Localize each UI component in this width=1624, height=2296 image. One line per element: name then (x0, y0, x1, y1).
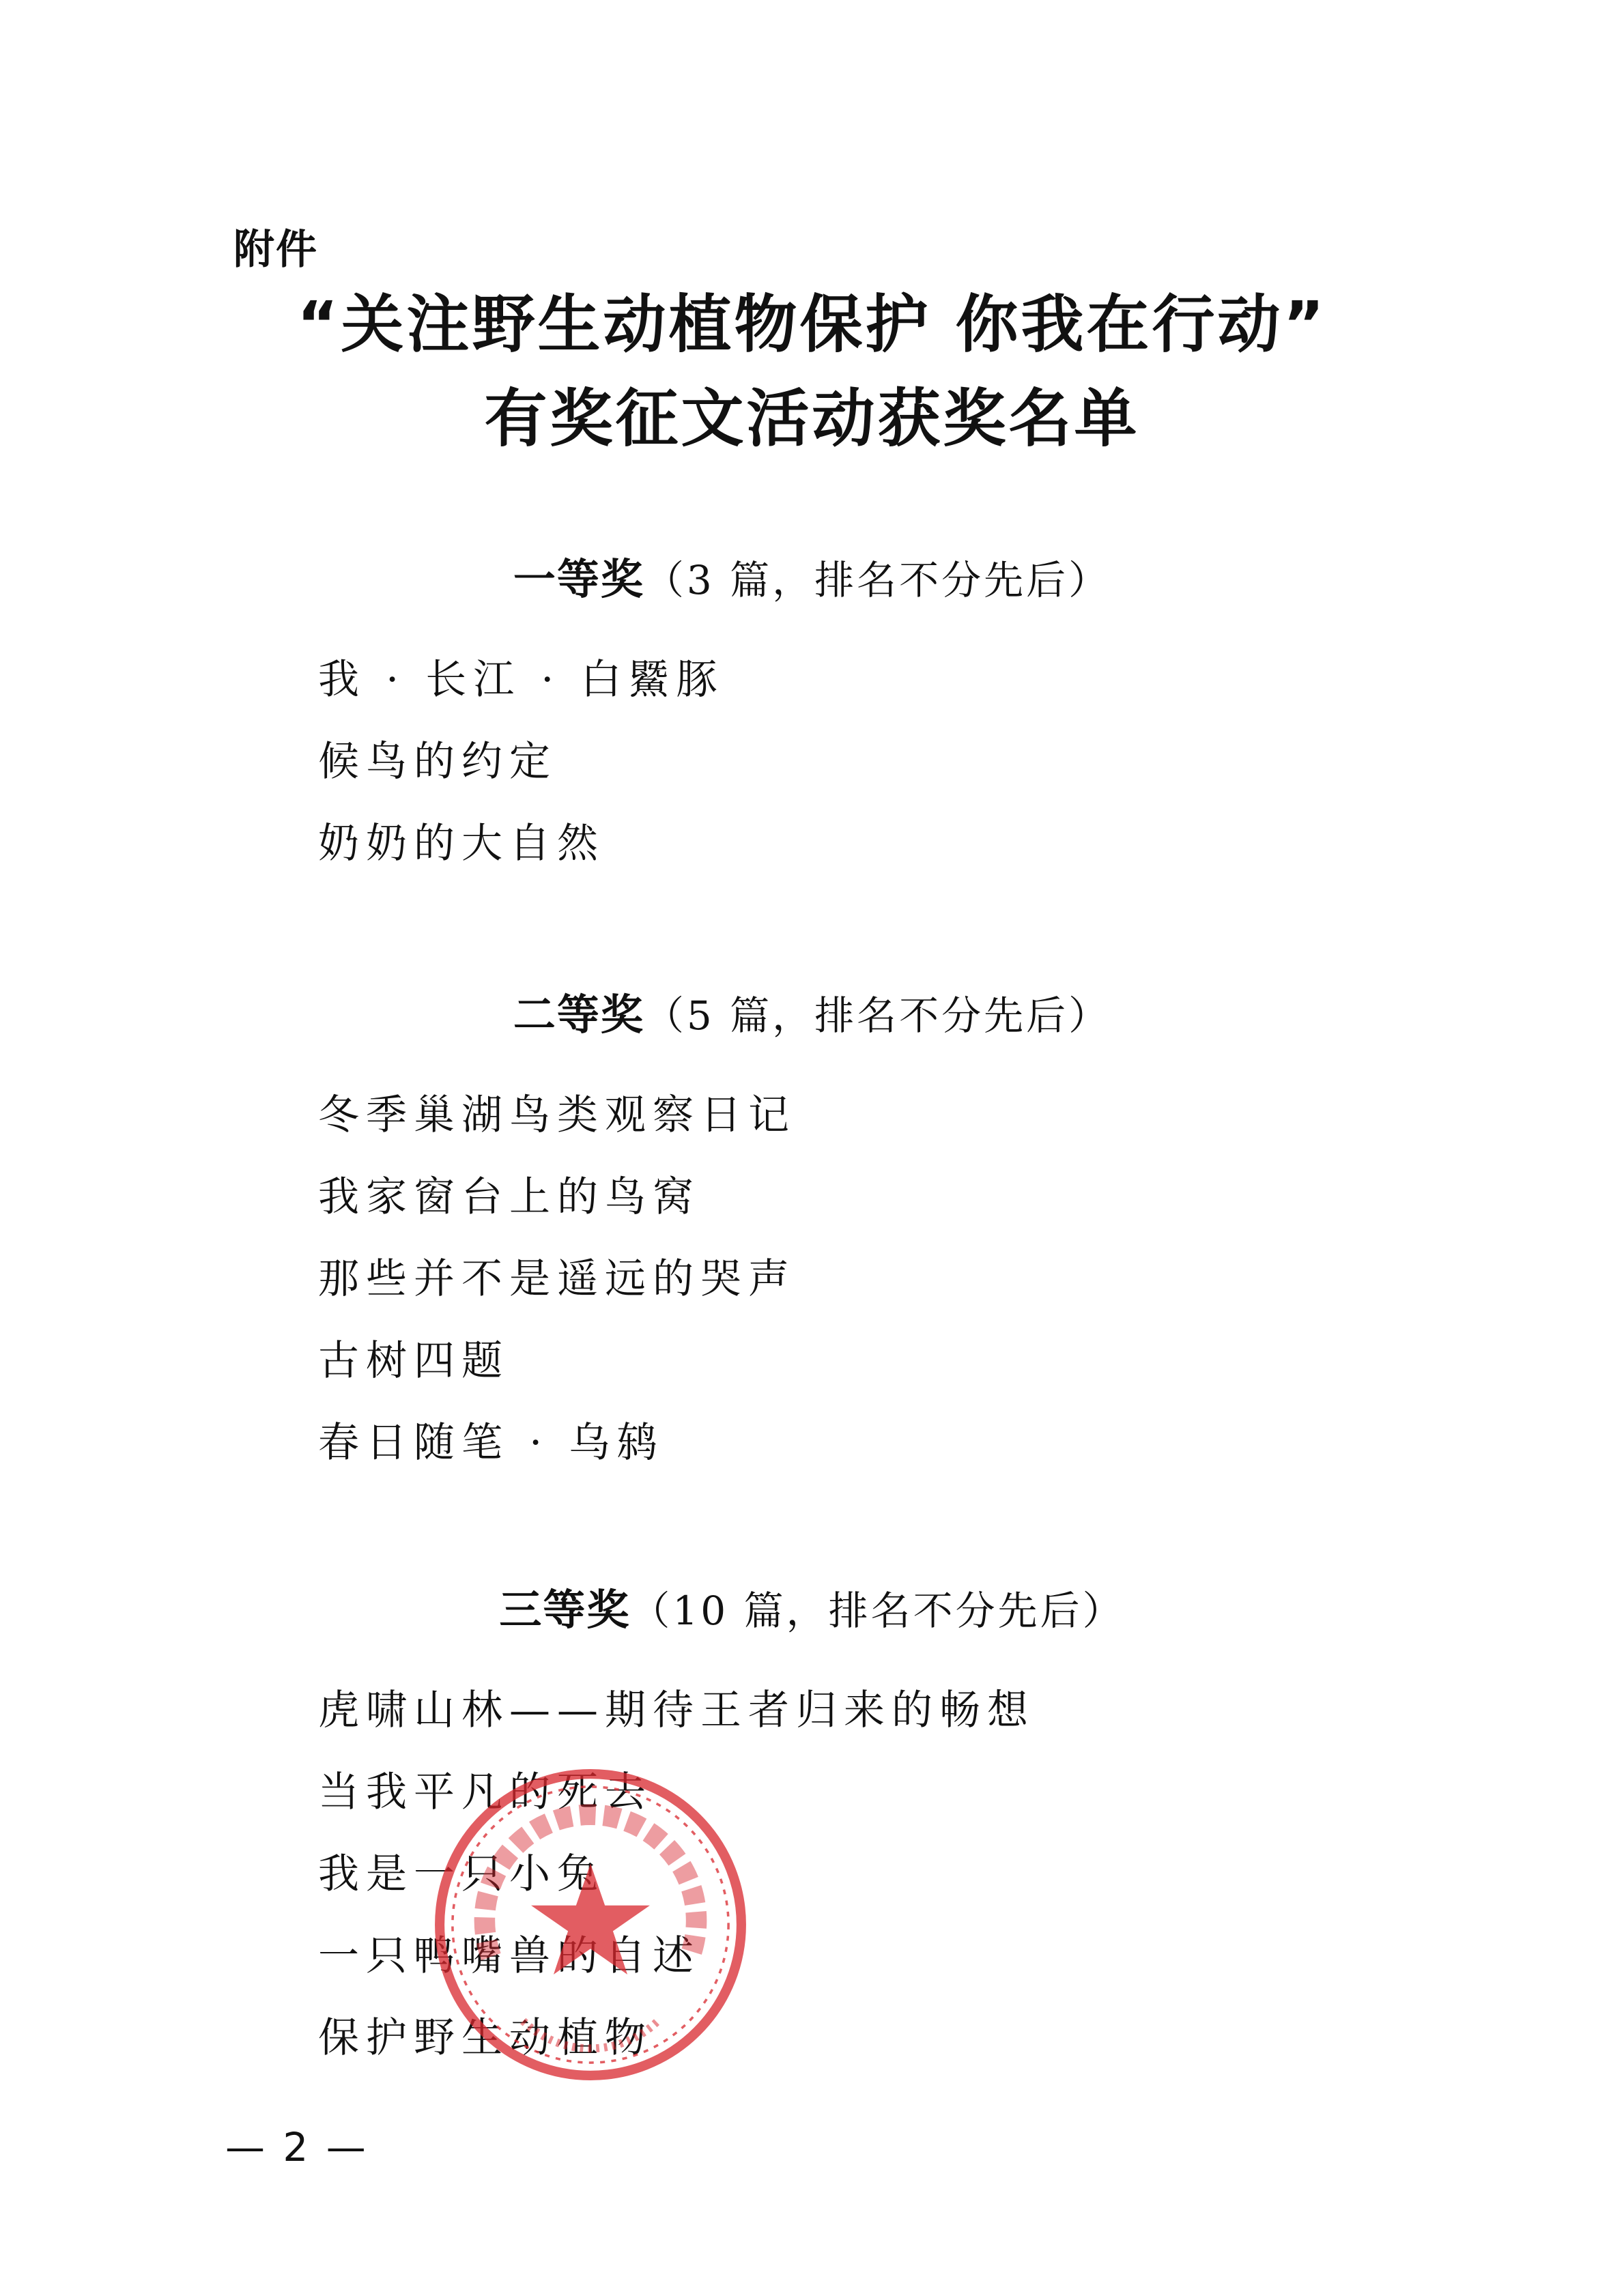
seal-star-icon (531, 1864, 650, 1975)
section-heading-first-prize (0, 554, 1624, 604)
section-heading-third-prize (0, 1585, 1624, 1635)
official-seal (430, 1764, 751, 2085)
document-title-line-2: 有奖征文活动获奖名单 (484, 382, 1140, 455)
prize-note: （10 篇，排名不分先后） (630, 1588, 1125, 1634)
entry-title: 候鸟的约定 (318, 738, 557, 786)
section-heading-second-prize (0, 990, 1624, 1039)
entry-title: 保护野生动植物 (318, 2014, 653, 2062)
document-title-line-1: “关注野生动植物保护 你我在行动” (297, 288, 1327, 361)
prize-note: （5 篇，排名不分先后） (644, 992, 1111, 1039)
prize-note: （3 篇，排名不分先后） (644, 557, 1111, 603)
entry-title: 我家窗台上的鸟窝 (318, 1173, 700, 1221)
prize-rank: 二等奖 (513, 990, 644, 1039)
entry-title: 奶奶的大自然 (318, 820, 605, 867)
page-number: — 2 — (225, 2124, 369, 2170)
entry-title: 一只鸭嘴兽的自述 (318, 1932, 700, 1980)
entry-title: 虎啸山林——期待王者归来的畅想 (318, 1687, 1035, 1734)
entry-title: 我是一只小兔 (318, 1850, 605, 1898)
seal-bottom-code (523, 2021, 657, 2048)
attachment-label: 附件 (233, 226, 318, 274)
prize-rank: 一等奖 (513, 554, 644, 604)
entry-title: 古树四题 (318, 1337, 509, 1385)
entry-title: 我 · 长江 · 白鱀豚 (318, 656, 724, 704)
entry-title: 当我平凡的死去 (318, 1768, 653, 1816)
entry-title: 冬季巢湖鸟类观察日记 (318, 1091, 796, 1139)
entry-title: 那些并不是遥远的哭声 (318, 1255, 796, 1303)
entry-title: 春日随笔 · 乌鸫 (318, 1419, 665, 1467)
prize-rank: 三等奖 (499, 1585, 631, 1635)
